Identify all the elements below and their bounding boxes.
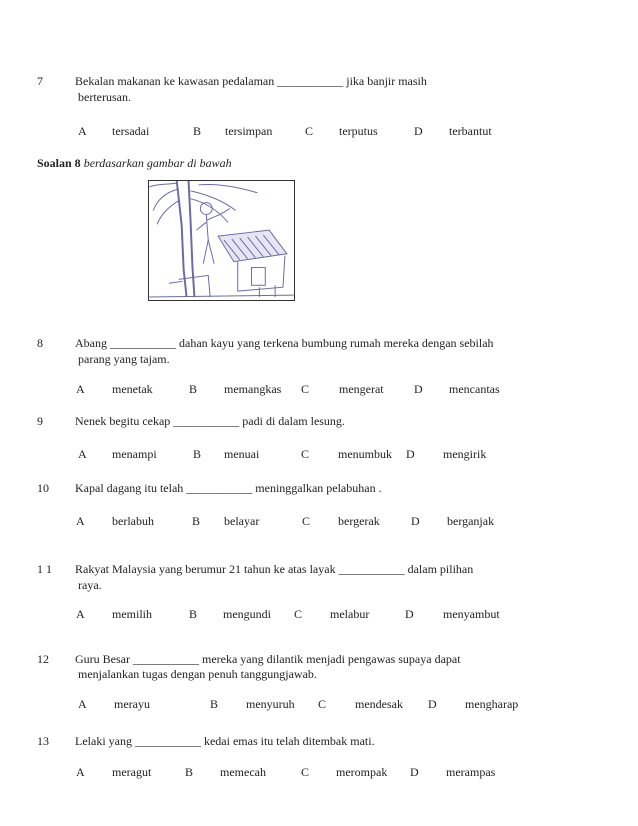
option-letter[interactable]: A [76, 382, 85, 396]
question-stem-continued: parang yang tajam. [78, 352, 170, 366]
option-letter[interactable]: B [193, 447, 202, 461]
question-number: 13 [37, 734, 49, 748]
option-text[interactable]: menetak [112, 382, 153, 396]
question-stem: Bekalan makanan ke kawasan pedalaman ___________ jika banjir masih [75, 74, 427, 88]
option-letter[interactable]: C [305, 124, 314, 138]
option-text[interactable]: terbantut [449, 124, 492, 138]
option-letter[interactable]: D [414, 382, 423, 396]
option-letter[interactable]: A [78, 447, 87, 461]
option-text[interactable]: terputus [339, 124, 378, 138]
question-number: 10 [37, 481, 49, 495]
option-text[interactable]: mencantas [449, 382, 500, 396]
question-stem-continued: raya. [78, 578, 102, 592]
question-stem-continued: menjalankan tugas dengan penuh tanggungjawab. [78, 667, 317, 681]
option-text[interactable]: mengharap [465, 697, 519, 711]
question-8-illustration [148, 180, 295, 301]
option-text[interactable]: merampas [446, 765, 496, 779]
option-letter[interactable]: C [318, 697, 327, 711]
option-text[interactable]: tersimpan [225, 124, 273, 138]
question-stem-continued: berterusan. [78, 90, 131, 104]
option-text[interactable]: mengundi [223, 607, 271, 621]
option-text[interactable]: menuai [224, 447, 260, 461]
option-text[interactable]: mendesak [355, 697, 403, 711]
question-stem: Lelaki yang ___________ kedai emas itu telah ditembak mati. [75, 734, 375, 748]
option-text[interactable]: mengirik [443, 447, 487, 461]
option-text[interactable]: menyuruh [246, 697, 295, 711]
option-text[interactable]: memecah [220, 765, 266, 779]
option-letter[interactable]: B [210, 697, 219, 711]
option-letter[interactable]: D [428, 697, 437, 711]
option-letter[interactable]: B [192, 514, 201, 528]
option-letter[interactable]: A [76, 765, 85, 779]
section-heading [37, 156, 232, 170]
option-text[interactable]: bergerak [338, 514, 380, 528]
option-letter[interactable]: C [294, 607, 303, 621]
option-letter[interactable]: D [405, 607, 414, 621]
question-number: 12 [37, 652, 49, 666]
option-text[interactable]: tersadai [112, 124, 150, 138]
option-letter[interactable]: A [78, 124, 87, 138]
option-text[interactable]: menumbuk [338, 447, 392, 461]
section-heading-bold: Soalan 8 [37, 156, 81, 170]
option-letter[interactable]: A [78, 697, 87, 711]
section-heading-italic: berdasarkan gambar di bawah [83, 156, 232, 170]
option-text[interactable]: berganjak [447, 514, 495, 528]
option-letter[interactable]: C [301, 765, 310, 779]
question-number: 7 [37, 74, 43, 88]
option-text[interactable]: menampi [112, 447, 157, 461]
question-number: 8 [37, 336, 43, 350]
option-text[interactable]: belayar [224, 514, 260, 528]
option-text[interactable]: mengerat [339, 382, 384, 396]
option-letter[interactable]: A [76, 514, 85, 528]
option-text[interactable]: merayu [114, 697, 150, 711]
option-text[interactable]: berlabuh [112, 514, 154, 528]
option-letter[interactable]: D [414, 124, 423, 138]
option-letter[interactable]: B [189, 607, 198, 621]
question-stem: Kapal dagang itu telah ___________ meninggalkan pelabuhan . [75, 481, 382, 495]
option-letter[interactable]: C [302, 514, 311, 528]
option-letter[interactable]: B [193, 124, 202, 138]
option-letter[interactable]: C [301, 447, 310, 461]
option-letter[interactable]: C [301, 382, 310, 396]
question-stem: Rakyat Malaysia yang berumur 21 tahun ke atas layak ___________ dalam pilihan [75, 562, 474, 576]
option-text[interactable]: melabur [330, 607, 370, 621]
question-stem: Nenek begitu cekap ___________ padi di dalam lesung. [75, 414, 345, 428]
question-stem: Abang ___________ dahan kayu yang terkena bumbung rumah mereka dengan sebilah [75, 336, 494, 350]
option-text[interactable]: menyambut [443, 607, 500, 621]
question-number: 1 1 [37, 562, 52, 576]
option-letter[interactable]: B [185, 765, 194, 779]
option-text[interactable]: meragut [112, 765, 152, 779]
question-number: 9 [37, 414, 43, 428]
option-letter[interactable]: D [406, 447, 415, 461]
tree-house-drawing [149, 181, 294, 300]
option-text[interactable]: merompak [336, 765, 388, 779]
option-text[interactable]: memangkas [224, 382, 282, 396]
option-letter[interactable]: B [189, 382, 198, 396]
option-letter[interactable]: D [410, 765, 419, 779]
option-letter[interactable]: D [411, 514, 420, 528]
question-stem: Guru Besar ___________ mereka yang dilantik menjadi pengawas supaya dapat [75, 652, 461, 666]
option-letter[interactable]: A [76, 607, 85, 621]
option-text[interactable]: memilih [112, 607, 152, 621]
